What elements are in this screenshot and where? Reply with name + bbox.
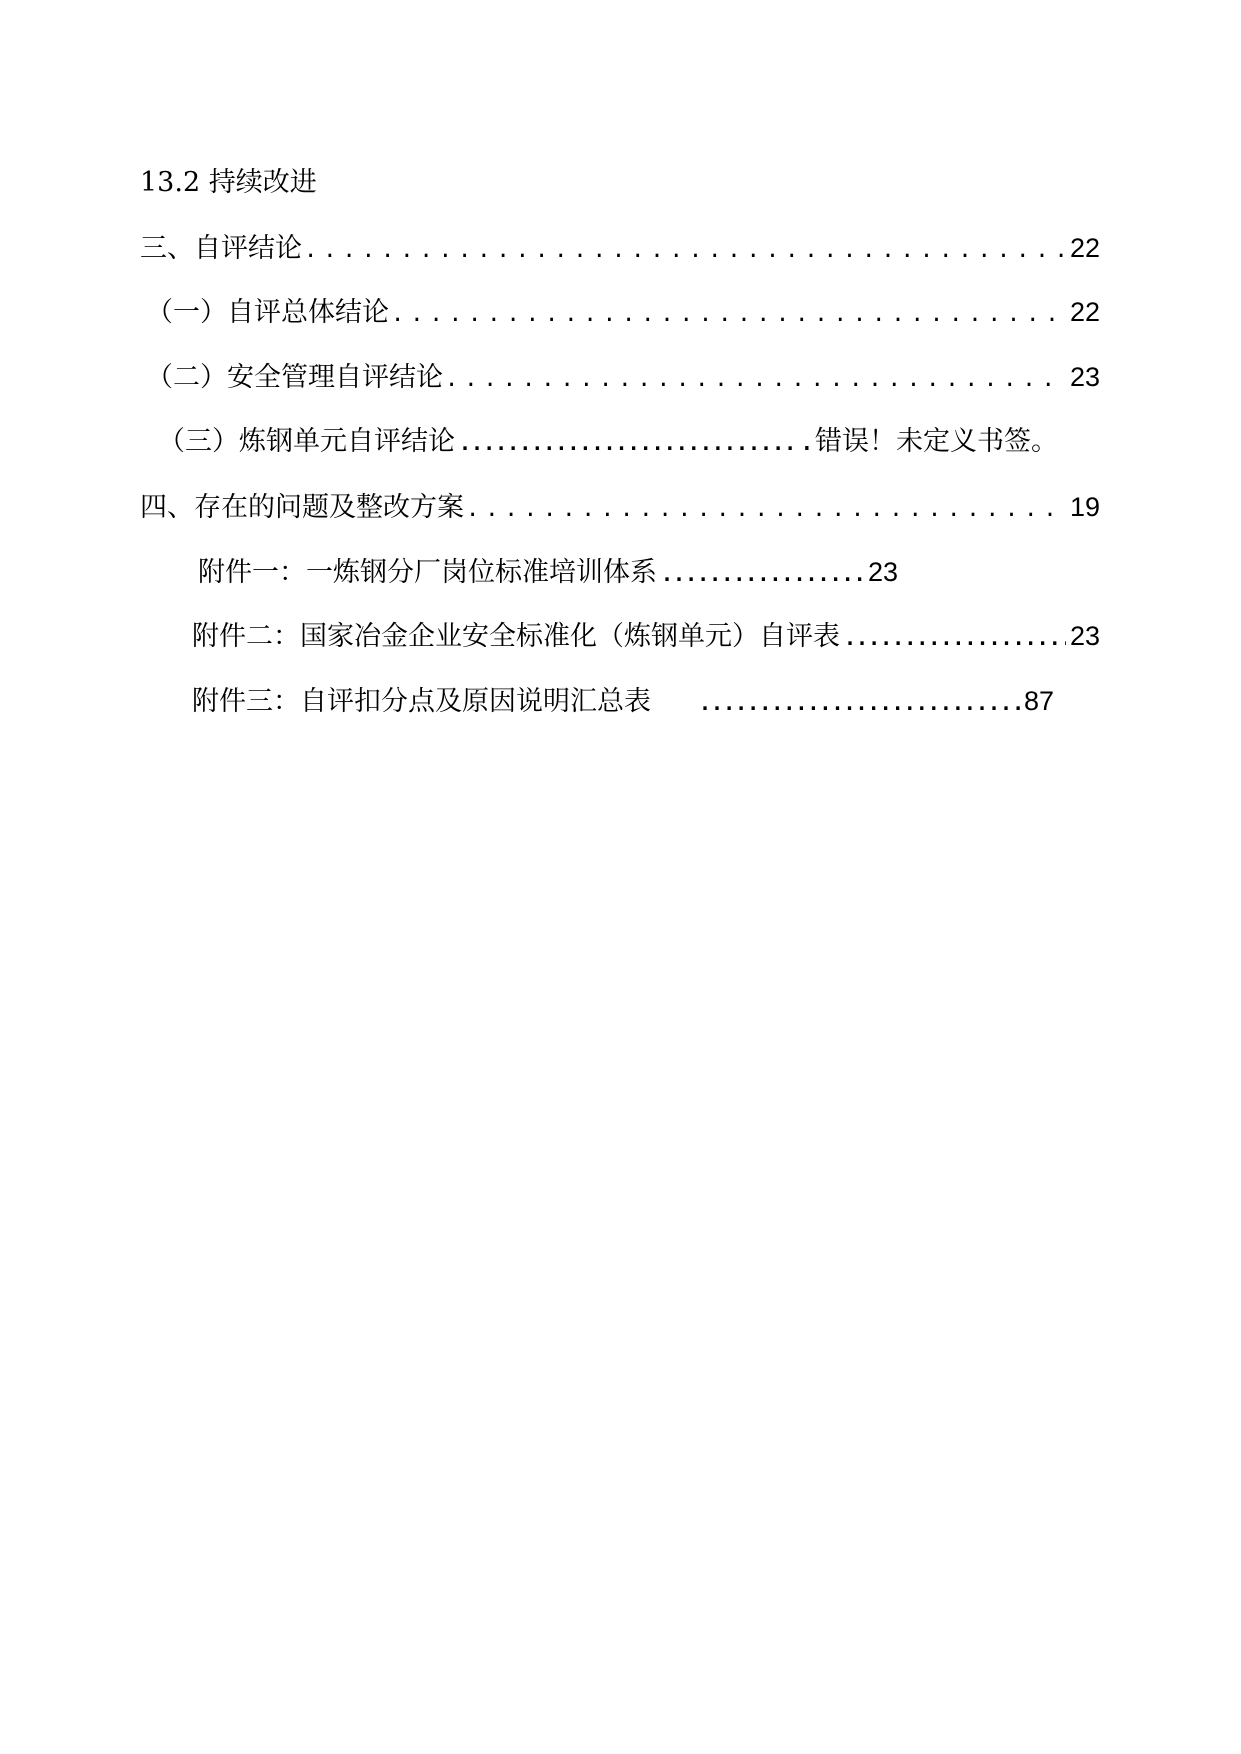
toc-entry-sec3-3[interactable] [158,422,1058,462]
toc-entry-title: 附件一：一炼钢分厂岗位标准培训体系 [198,557,657,588]
toc-page-number: 23 [1069,621,1100,651]
toc-entry-annex1[interactable] [198,552,898,592]
toc-dot-leader [844,618,1066,658]
toc-entry-title: 三、自评结论 [140,233,302,264]
toc-entry-title: （二）安全管理自评结论 [146,362,443,393]
toc-page-number: 22 [1069,297,1100,327]
toc-leader-dot: . [798,426,815,457]
toc-heading-13-2: 13.2 持续改进 [140,167,317,198]
toc-entry-sec3[interactable] [140,228,1100,268]
toc-page-number: 19 [1069,492,1100,522]
toc-dot-leader [661,554,864,594]
toc-page-number: 87 [1023,686,1054,716]
toc-page-number: 22 [1069,233,1100,263]
toc-dot-leader [459,423,795,463]
toc-entry-sec3-2[interactable] [146,357,1100,397]
toc-dot-leader [445,360,1064,400]
toc-entry-sec3-1[interactable] [146,292,1100,332]
toc-entry-annex2[interactable] [192,616,1100,656]
toc-page-number: 23 [867,557,898,587]
bookmark-error-text: 错误！未定义书签。 [815,426,1058,457]
toc-page-number: 23 [1069,362,1100,392]
toc-entry-title: 四、存在的问题及整改方案 [140,492,464,523]
toc-dot-leader [466,490,1064,530]
toc-entry-sec4[interactable] [140,487,1100,527]
toc-dot-leader [699,683,1020,723]
toc-entry-title: （三）炼钢单元自评结论 [158,426,455,457]
toc-dot-leader [304,231,1064,271]
toc-dot-leader [391,295,1064,335]
toc-entry-title: 附件二：国家冶金企业安全标准化（炼钢单元）自评表 [192,621,840,652]
toc-entry-title: （一）自评总体结论 [146,297,389,328]
toc-entry-title: 附件三：自评扣分点及原因说明汇总表 [192,686,651,717]
toc-entry-annex3[interactable] [192,681,1054,721]
